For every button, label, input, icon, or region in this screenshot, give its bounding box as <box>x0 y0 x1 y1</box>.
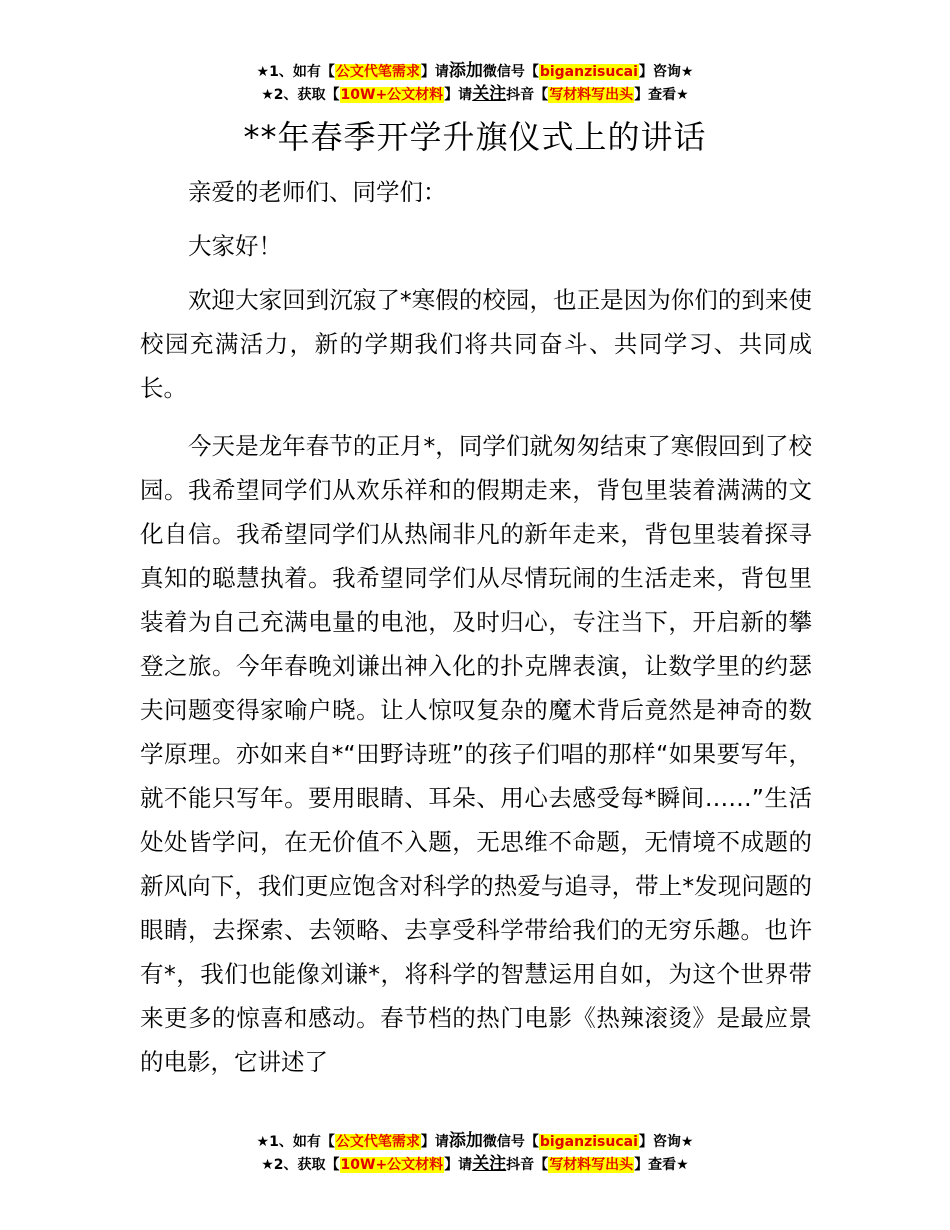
banner-line-1 <box>0 60 950 83</box>
banner-text: ★2、获取【 <box>261 87 340 103</box>
banner-highlight: 写材料写出头 <box>549 87 634 103</box>
banner-highlight: 10W+公文材料 <box>340 1157 444 1173</box>
banner-line-1 <box>0 1130 950 1153</box>
banner-highlight: biganzisucai <box>539 64 638 80</box>
banner-emphasis: 添加 <box>448 61 483 81</box>
document-title: **年春季开学升旗仪式上的讲话 <box>243 118 707 156</box>
banner-highlight: biganzisucai <box>539 1134 638 1150</box>
banner-text: 】请 <box>444 87 473 103</box>
salutation: 亲爱的老师们、同学们： <box>188 178 447 206</box>
banner-highlight: 公文代笔需求 <box>335 64 420 80</box>
header-banner <box>0 60 950 106</box>
greeting: 大家好！ <box>188 232 282 260</box>
banner-text: ★1、如有【 <box>256 64 335 80</box>
banner-text: 】查看★ <box>634 87 689 103</box>
document-body <box>140 170 812 1084</box>
banner-text: 微信号【 <box>482 1134 539 1150</box>
banner-text: 】请 <box>420 64 449 80</box>
banner-text: 抖音【 <box>506 87 549 103</box>
banner-emphasis: 关注 <box>472 1154 507 1174</box>
banner-text: 微信号【 <box>482 64 539 80</box>
banner-text: 】查看★ <box>634 1157 689 1173</box>
banner-text: ★1、如有【 <box>256 1134 335 1150</box>
banner-emphasis: 关注 <box>472 84 507 104</box>
banner-line-2 <box>0 1153 950 1176</box>
banner-text: 】请 <box>444 1157 473 1173</box>
banner-highlight: 10W+公文材料 <box>340 87 444 103</box>
banner-text: 】咨询★ <box>638 64 694 80</box>
banner-text: 抖音【 <box>506 1157 549 1173</box>
paragraph: 欢迎大家回到沉寂了*寒假的校园，也正是因为你们的到来使校园充满活力，新的学期我们将共同奋斗、共同学习、共同成长。 <box>140 286 812 402</box>
paragraph: 今天是龙年春节的正月*，同学们就匆匆结束了寒假回到了校园。我希望同学们从欢乐祥和的假期走来，背包里装着满满的文化自信。我希望同学们从热闹非凡的新年走来，背包里装着探寻真知的聪慧执着。我希望同学们从尽情玩闹的生活走来，背包里装着为自己充满电量的电池，及时归心，专注当下，开启新的攀登之旅。今年春晚刘谦出神入化的扑克牌表演，让数学里的约瑟夫问题变得家喻户晓。让人惊叹复杂的魔术背后竟然是神奇的数学原理。亦如来自*“田野诗班”的孩子们唱的那样“如果要写年，就不能只写年。要用眼睛、耳朵、用心去感受每*瞬间……”生活处处皆学问，在无价值不入题，无思维不命题，无情境不成题的新风向下，我们更应饱含对科学的热爱与追寻，带上*发现问题的眼睛，去探索、去领略、去享受科学带给我们的无穷乐趣。也许有*，我们也能像刘谦*，将科学的智慧运用自如，为这个世界带来更多的惊喜和感动。春节档的热门电影《热辣滚烫》是最应景的电影，它讲述了 <box>140 432 812 1076</box>
banner-text: ★2、获取【 <box>261 1157 340 1173</box>
banner-text: 】咨询★ <box>638 1134 694 1150</box>
banner-highlight: 写材料写出头 <box>549 1157 634 1173</box>
banner-highlight: 公文代笔需求 <box>335 1134 420 1150</box>
banner-line-2 <box>0 83 950 106</box>
banner-text: 】请 <box>420 1134 449 1150</box>
footer-banner <box>0 1130 950 1176</box>
banner-emphasis: 添加 <box>448 1131 483 1151</box>
